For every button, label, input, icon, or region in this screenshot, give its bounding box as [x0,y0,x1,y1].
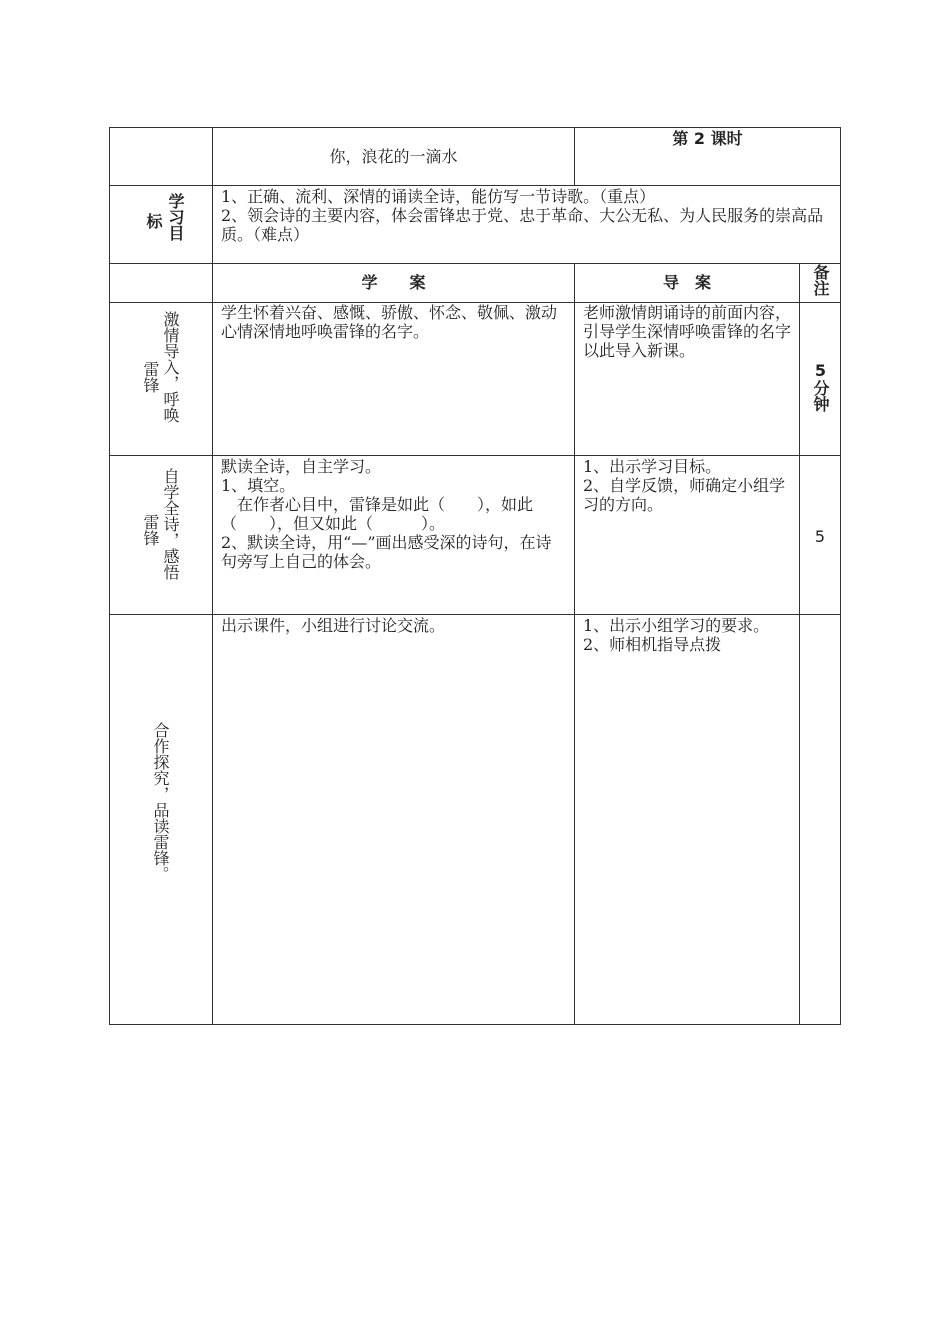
study-content: 学生怀着兴奋、感慨、骄傲、怀念、敬佩、激动心情深情地呼唤雷锋的名字。 [221,303,558,341]
stage-label: 激情导入，呼唤 [161,311,180,423]
guide-column-header: 导 案 [662,273,711,292]
table-border-bottom [109,1024,841,1025]
stage-label-extra: 雷锋 [141,514,160,546]
stage-cell [110,468,212,608]
stage-label: 合作探究，品读雷锋。 [151,722,170,882]
table-border-right [840,127,841,1025]
goal-item: 1、正确、流利、深情的诵读全诗，能仿写一节诗歌。（重点） [221,187,656,206]
row-divider [109,185,841,186]
col-divider [212,127,213,1025]
guide-content [583,457,797,514]
stage-cell [110,722,212,922]
lesson-title: 你，浪花的一滴水 [329,147,458,166]
study-line: 2、默读全诗，用“—”画出感受深的诗句，在诗句旁写上自己的体会。 [221,533,552,571]
table-border-top [109,127,841,128]
remark-column-header: 备注 [811,264,830,296]
study-line: 1、填空。 [221,476,296,495]
remark-content: 5 [814,527,826,546]
stage-label-extra: 雷锋 [141,361,160,393]
stage-label: 自学全诗，感悟 [161,468,180,580]
guide-line: 1、出示学习目标。 [583,457,722,476]
guide-content [583,616,797,654]
remark-content: 5分钟 [811,361,830,412]
col-divider [574,263,575,1025]
guide-line: 1、出示小组学习的要求。 [583,616,770,635]
guide-line: 2、自学反馈，师确定小组学习的方向。 [583,476,786,514]
guide-line: 2、师相机指导点拨 [583,635,722,654]
row-divider [109,614,841,615]
guide-content: 老师激情朗诵诗的前面内容，引导学生深情呼唤雷锋的名字以此导入新课。 [583,303,792,360]
lesson-number: 第 2 课时 [672,129,743,148]
goals-label-col1: 学习目 [166,193,185,241]
goals-label [139,193,209,259]
row-divider [109,455,841,456]
goal-item: 2、领会诗的主要内容，体会雷锋忠于党、忠于革命、大公无私、为人民服务的崇高品质。（难点） [221,206,824,244]
study-content: 出示课件，小组进行讨论交流。 [221,616,446,635]
goals-list [221,187,836,244]
row-divider [109,263,841,264]
goals-label-col2: 标 [144,213,163,229]
study-column-header: 学 案 [361,273,426,292]
stage-cell [110,311,212,451]
study-line: 默读全诗，自主学习。 [221,457,382,476]
lesson-plan-table [109,127,841,1025]
study-line: 在作者心目中，雷锋是如此（ ），如此（ ），但又如此（ ）。 [221,495,534,533]
study-content [221,457,567,571]
